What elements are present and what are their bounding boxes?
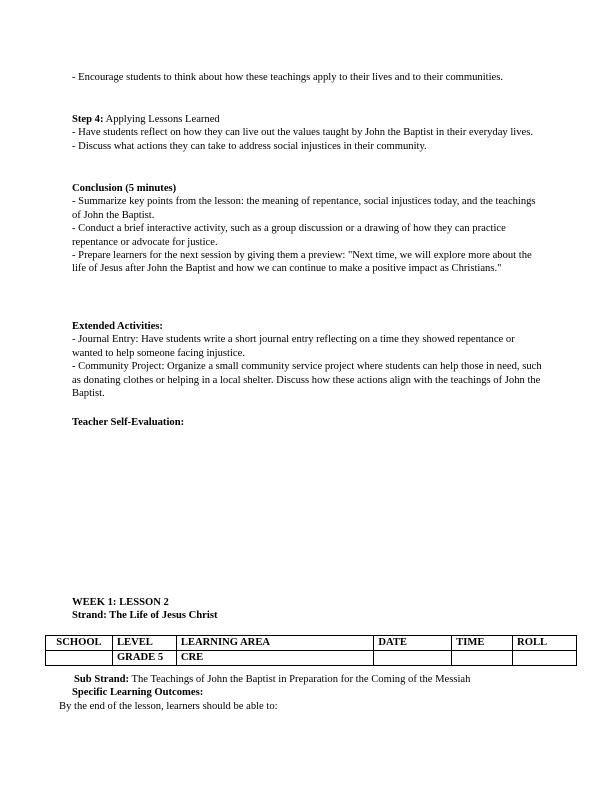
step4-item: - Have students reflect on how they can live out the values taught by John the Baptist in their everyday lives. [72,127,534,139]
extended-section [72,320,542,400]
conclusion-heading-text: Conclusion (5 minutes) [72,183,177,194]
cell-time [452,651,513,666]
outcomes-heading [58,686,568,699]
self-eval-section [72,416,542,429]
substrand-section [58,673,568,713]
outcomes-intro: By the end of the lesson, learners should be able to: [59,700,278,712]
table-header-row [46,636,577,651]
header-date: DATE [374,636,452,651]
lesson-header [72,596,542,623]
extended-item: - Community Project: Organize a small community service project where students can help those in need, such as donating clothes or helping in a local shelter. Discuss how these actions align with the teachings of John the Baptist. [72,361,542,400]
step4-title: Applying Lessons Learned [103,114,220,125]
table-row [46,651,577,666]
cell-school [46,651,113,666]
substrand-line [58,673,568,686]
encourage-paragraph [72,71,542,84]
conclusion-section [72,182,542,276]
substrand-text: The Teachings of John the Baptist in Preparation for the Coming of the Messiah [129,674,471,685]
cell-learning-area: CRE [176,651,373,666]
self-eval-text: Teacher Self-Evaluation: [72,417,185,428]
extended-heading [72,320,542,333]
header-level: LEVEL [112,636,176,651]
outcomes-heading-text: Specific Learning Outcomes: [72,687,204,699]
cell-level: GRADE 5 [112,651,176,666]
header-time: TIME [452,636,513,651]
step4-item: - Discuss what actions they can take to address social injustices in their community. [72,140,427,152]
substrand-label: Sub Strand: [74,674,130,685]
header-roll: ROLL [513,636,577,651]
lesson-info-table [45,635,577,666]
conclusion-item: - Conduct a brief interactive activity, such as a group discussion or a drawing of how they can practice repentance or advocate for justice. [72,223,506,248]
strand [72,609,542,622]
step4-heading [72,113,542,126]
conclusion-item: - Summarize key points from the lesson: the meaning of repentance, social injustices today, and the teachings of John the Baptist. [72,196,536,221]
self-eval-heading [72,416,542,429]
conclusion-heading [72,182,542,195]
extended-item: - Journal Entry: Have students write a short journal entry reflecting on a time they showed repentance or wanted to help someone facing injustice. [72,334,515,359]
step4-label: Step 4: [72,114,104,125]
encourage-text: - Encourage students to think about how these teachings apply to their lives and to their communities. [72,72,504,83]
extended-heading-text: Extended Activities: [72,321,163,332]
week-lesson [72,596,542,609]
step4-section [72,113,542,153]
cell-date [374,651,452,666]
strand-text: Strand: The Life of Jesus Christ [72,610,218,622]
header-school: SCHOOL [46,636,113,651]
header-learning-area: LEARNING AREA [176,636,373,651]
cell-roll [513,651,577,666]
week-lesson-text: WEEK 1: LESSON 2 [72,597,169,608]
conclusion-item: - Prepare learners for the next session by giving them a preview: "Next time, we will explore more about the life of Jesus after John the Baptist and how we can continue to make a positive impact as Christians." [72,250,532,275]
